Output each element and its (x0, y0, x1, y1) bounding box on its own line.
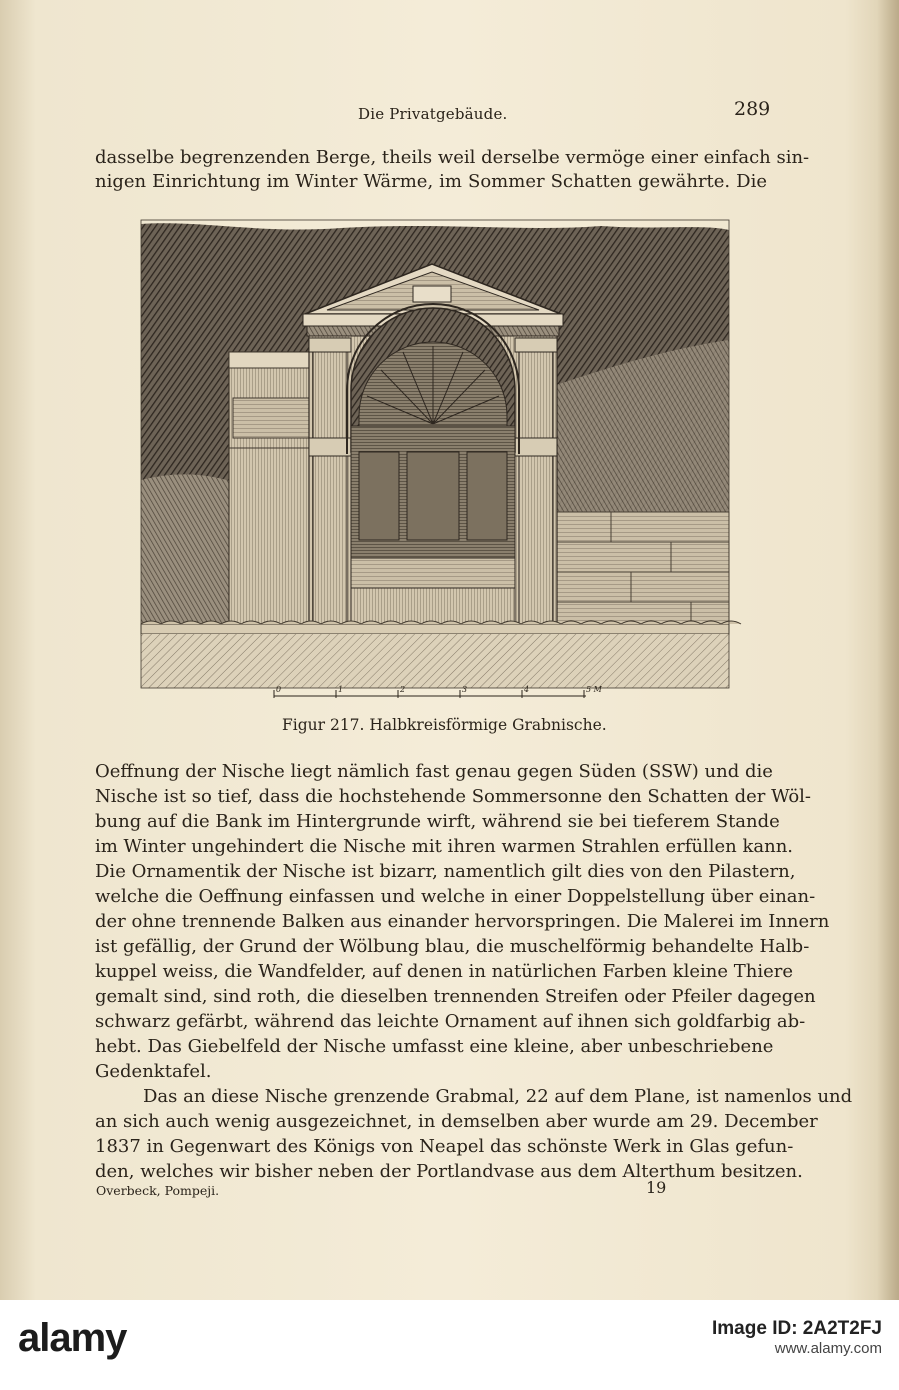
text-line: kuppel weiss, die Wandfelder, auf denen in natürlichen Farben kleine Thiere (95, 961, 793, 982)
footer-author: Overbeck, Pompeji. (96, 1183, 220, 1198)
text-line: hebt. Das Giebelfeld der Nische umfasst eine kleine, aber unbeschriebene (95, 1036, 774, 1057)
text-line: bung auf die Bank im Hintergrunde wirft, während sie bei tieferem Stande (95, 811, 780, 832)
alamy-logo: alamy (18, 1316, 127, 1360)
scale-label: 4 (524, 685, 530, 694)
running-header: Die Privatgebäude. (358, 105, 508, 123)
text-line: Das an diese Nische grenzende Grabmal, 22 auf dem Plane, ist namenlos und (143, 1086, 853, 1107)
text-line: welche die Oeffnung einfassen und welche in einer Doppelstellung über einan- (95, 886, 816, 907)
scale-label: 0 (276, 685, 282, 694)
page-number: 289 (734, 98, 771, 120)
text-line: Oeffnung der Nische liegt nämlich fast genau gegen Süden (SSW) und die (95, 761, 773, 782)
page-fold-shadow (877, 0, 899, 1300)
engraving-tomb-niche (141, 220, 729, 688)
text-line: dasselbe begrenzenden Berge, theils weil derselbe vermöge einer einfach sin- (95, 147, 810, 168)
scale-label: 1 (338, 685, 344, 694)
text-line: nigen Einrichtung im Winter Wärme, im Sommer Schatten gewährte. Die (95, 171, 767, 192)
text-line: im Winter ungehindert die Nische mit ihren warmen Strahlen erfüllen kann. (95, 836, 794, 857)
signature-mark: 19 (646, 1178, 667, 1197)
text-line: der ohne trennende Balken aus einander hervorspringen. Die Malerei im Innern (95, 911, 830, 932)
text-line: Die Ornamentik der Nische ist bizarr, namentlich gilt dies von den Pilastern, (95, 861, 796, 882)
text-line: Nische ist so tief, dass die hochstehende Sommersonne den Schatten der Wöl- (95, 786, 812, 807)
scale-label: 5 M (586, 685, 602, 694)
image-id-block (676, 1318, 882, 1357)
scale-label: 3 (462, 685, 468, 694)
text-line: ist gefällig, der Grund der Wölbung blau, die muschelförmig behandelte Halb- (95, 936, 810, 957)
figure-caption: Figur 217. Halbkreisförmige Grabnische. (282, 716, 607, 734)
text-line: 1837 in Gegenwart des Königs von Neapel das schönste Werk in Glas gefun- (95, 1136, 794, 1157)
scale-labels (272, 685, 612, 699)
text-line: an sich auch wenig ausgezeichnet, in demselben aber wurde am 29. December (95, 1111, 818, 1132)
site-url: www.alamy.com (774, 1340, 882, 1357)
text-line: schwarz gefärbt, während das leichte Ornament auf ihnen sich goldfarbig ab- (95, 1011, 806, 1032)
scale-label: 2 (400, 685, 406, 694)
text-line: Gedenktafel. (95, 1061, 212, 1082)
image-id-label: Image ID: 2A2T2FJ (712, 1318, 882, 1339)
text-line: den, welches wir bisher neben der Portlandvase aus dem Alterthum besitzen. (95, 1161, 803, 1182)
text-line: gemalt sind, sind roth, die dieselben trennenden Streifen oder Pfeiler dagegen (95, 986, 816, 1007)
